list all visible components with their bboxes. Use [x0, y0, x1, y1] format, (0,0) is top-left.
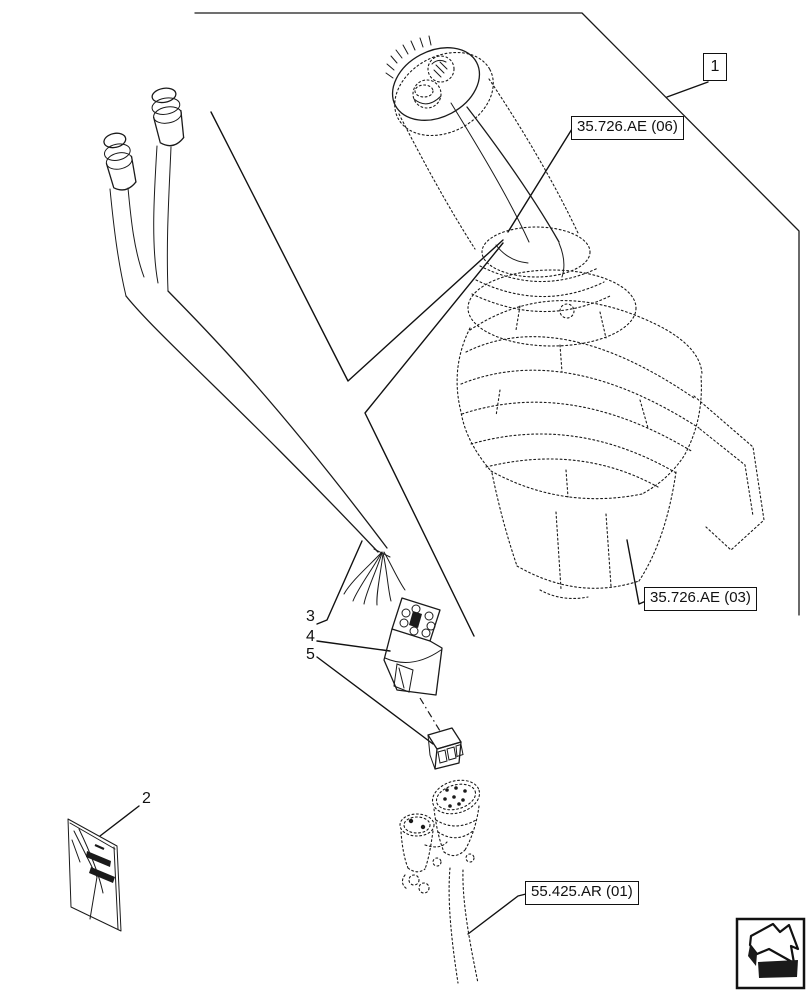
connector-block	[384, 598, 442, 695]
handle-button-top	[428, 56, 454, 82]
mating-harness-connectors	[400, 775, 483, 983]
joystick-handle	[380, 33, 578, 249]
callout-leader-lines	[100, 82, 708, 934]
view-frame-border	[195, 13, 799, 615]
item-number-2: 2	[142, 790, 151, 807]
section-ref-harness[interactable]: 55.425.AR (01)	[525, 881, 639, 905]
joystick-neck	[472, 227, 610, 318]
section-ref-joystick-handle[interactable]: 35.726.AE (06)	[571, 116, 684, 140]
wire-frayed-end	[344, 549, 405, 605]
harness-cable	[126, 291, 387, 552]
handle-rim-hatching	[386, 36, 431, 78]
handle-button-front	[413, 80, 441, 108]
view-ref-number: 1	[710, 58, 720, 75]
item-number-3: 3	[306, 608, 315, 625]
parts-bag	[68, 819, 121, 931]
joystick-boot	[457, 270, 702, 499]
harness-barrel-connectors	[101, 86, 187, 296]
view-ref-box[interactable]	[703, 53, 727, 81]
section-ref-joystick-base[interactable]: 35.726.AE (03)	[644, 587, 757, 611]
page-turn-arrow-icon[interactable]	[737, 919, 804, 988]
joystick-base	[492, 472, 676, 598]
plug-connector	[428, 728, 463, 769]
mating-axis-line	[420, 698, 440, 731]
item-number-5: 5	[306, 646, 315, 663]
joystick-side-bracket	[694, 396, 764, 550]
item-number-4: 4	[306, 628, 315, 645]
